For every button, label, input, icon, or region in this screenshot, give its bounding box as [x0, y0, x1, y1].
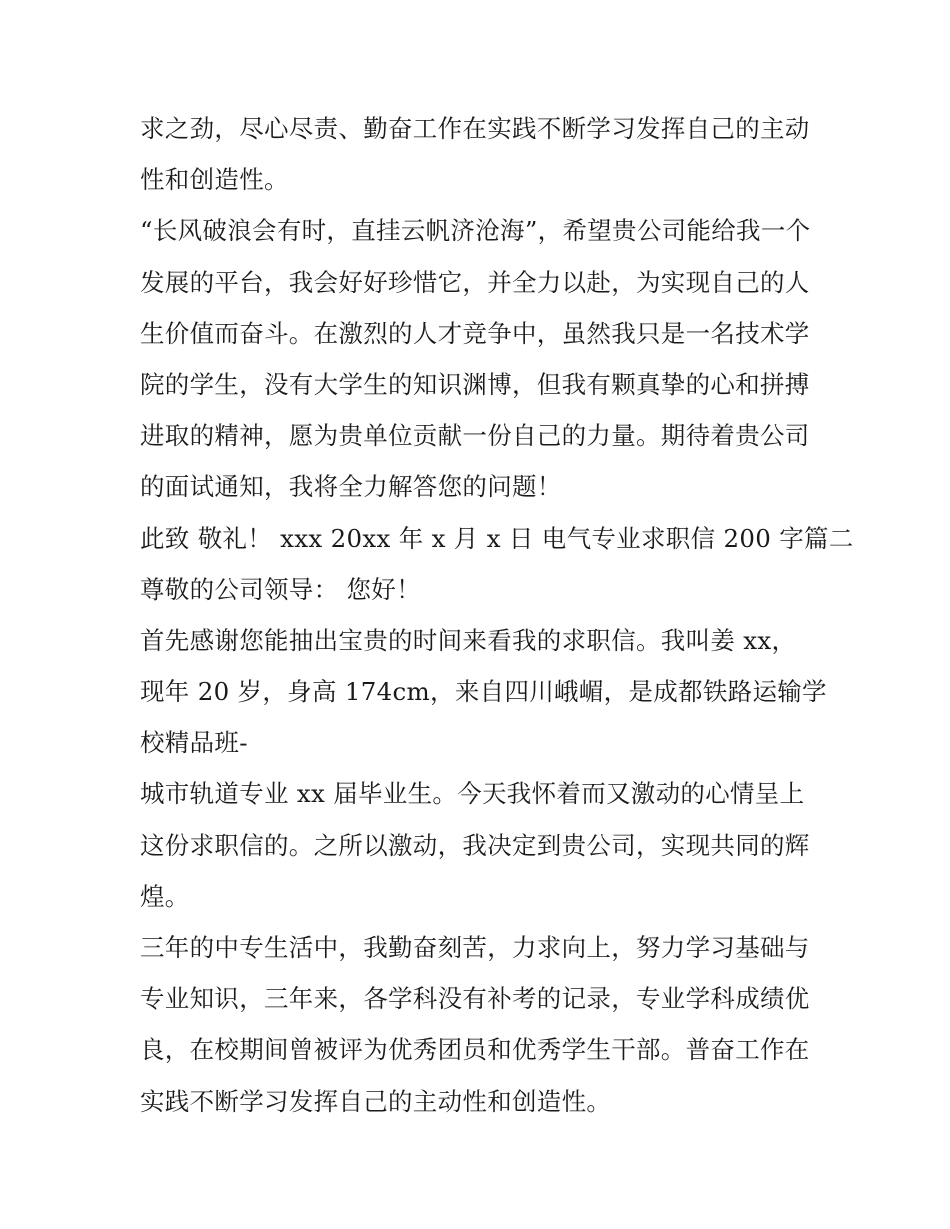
- text-line: 煌。: [140, 881, 190, 911]
- text-line: 发展的平台，我会好好珍惜它，并全力以赴，为实现自己的人: [140, 267, 810, 297]
- text-line: 尊敬的公司领导： 您好！: [140, 574, 421, 604]
- text-line: 城市轨道专业 xx 届毕业生。今天我怀着而又激动的心情呈上: [140, 779, 805, 809]
- text-line: 校精品班-: [140, 728, 248, 758]
- text-line: 这份求职信的。之所以激动，我决定到贵公司，实现共同的辉: [140, 830, 810, 860]
- text-line: “长风破浪会有时，直挂云帆济沧海”，希望贵公司能给我一个: [140, 216, 811, 246]
- text-line: 专业知识，三年来，各学科没有补考的记录，专业学科成绩优: [140, 984, 810, 1014]
- text-line: 院的学生，没有大学生的知识渊博，但我有颗真挚的心和拼搏: [140, 369, 810, 399]
- text-line: 三年的中专生活中，我勤奋刻苦，力求向上，努力学习基础与: [140, 933, 810, 962]
- text-line: 的面试通知，我将全力解答您的问题！: [140, 472, 562, 502]
- text-line: 进取的精神，愿为贵单位贡献一份自己的力量。期待着贵公司: [140, 421, 810, 451]
- text-line: 实践不断学习发挥自己的主动性和创造性。: [140, 1086, 612, 1116]
- text-line: 良，在校期间曾被评为优秀团员和优秀学生干部。普奋工作在: [140, 1035, 810, 1065]
- text-line: 性和创造性。: [140, 165, 289, 195]
- text-line: 生价值而奋斗。在激烈的人才竞争中，虽然我只是一名技术学: [140, 318, 810, 348]
- text-line: 现年 20 岁，身高 174cm，来自四川峨嵋，是成都铁路运输学: [140, 677, 827, 707]
- text-line: 此致 敬礼！ xxx 20xx 年 x 月 x 日 电气专业求职信 200 字篇二: [140, 523, 854, 553]
- letter-body: [140, 103, 854, 1127]
- text-line: 首先感谢您能抽出宝贵的时间来看我的求职信。我叫姜 xx，: [140, 625, 797, 655]
- text-line: 求之劲，尽心尽责、勤奋工作在实践不断学习发挥自己的主动: [140, 114, 810, 143]
